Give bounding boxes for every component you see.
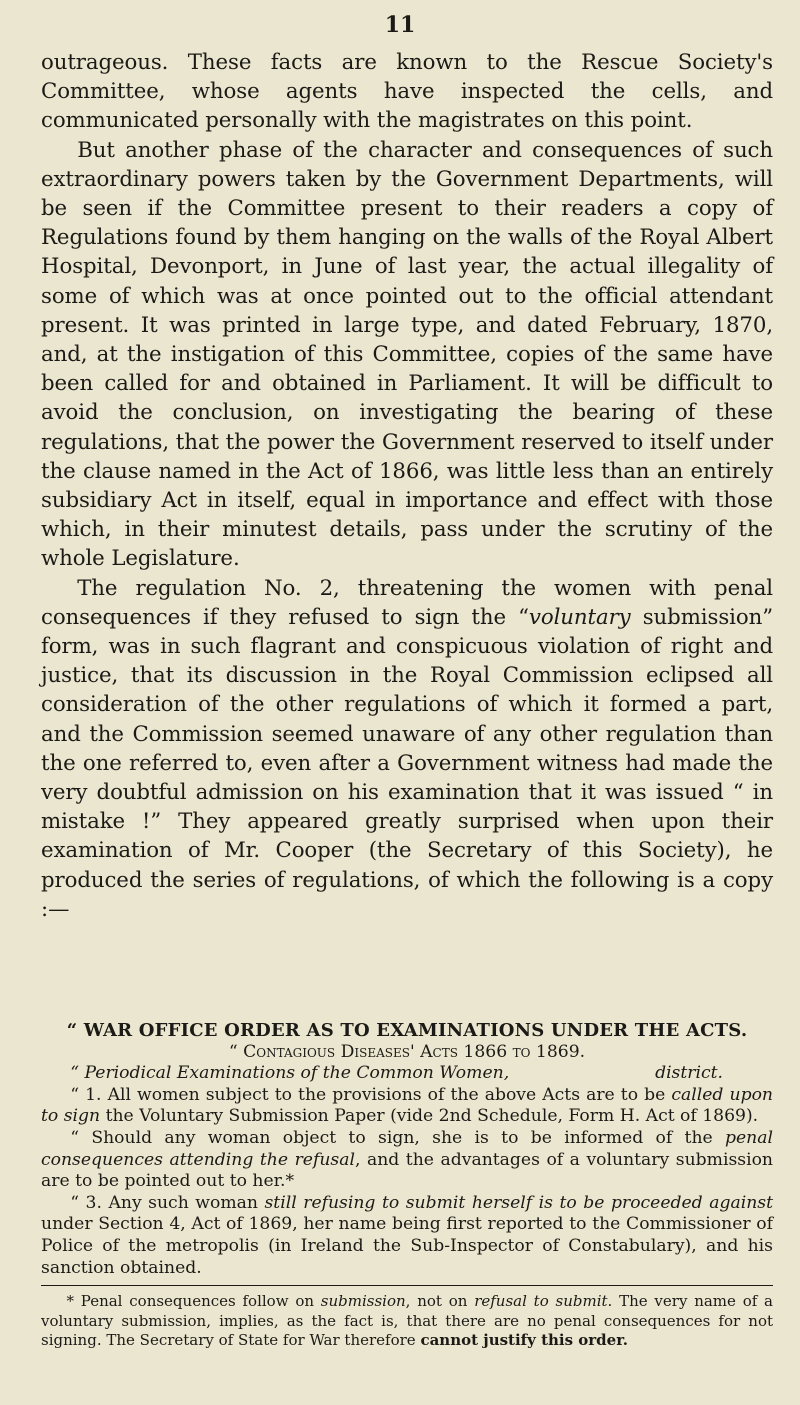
order-rule-3-start: “ 3. Any such woman (70, 1192, 265, 1213)
order-rule-2 (41, 1128, 773, 1193)
paragraph-2 (41, 574, 773, 924)
order-rule-1-emphasis: called upon to sign (41, 1084, 773, 1127)
main-text (41, 48, 773, 924)
page-number: 11 (384, 12, 416, 38)
paragraph-2-end: submission” form, was in such flagrant and conspicuous violation of right and justice, that its discussion in the Royal Commission eclipsed all consideration of the other regulations of which it formed a part, and the Commission seemed unaware of any other regulation than the one referred to, even after a Government witness had made the very doubtful admission on his examination that it was issued “ in mistake !” They appeared greatly surprised when upon their examination of Mr. Cooper (the Secretary of this Society), he produced the series of regulations, of which the following is a copy :— (41, 604, 774, 922)
order-rule-1-start: “ 1. All women subject to the provisions of the above Acts are to be (70, 1084, 672, 1105)
order-heading: “ WAR OFFICE ORDER AS TO EXAMINATIONS UNDER THE ACTS. (66, 1020, 748, 1041)
footnote (41, 1292, 773, 1351)
order-district-label: district. (655, 1063, 723, 1084)
footnote-text (41, 1292, 773, 1351)
order-rule-2-emphasis: penal consequences attending the refusal (41, 1127, 773, 1170)
footnote-divider (41, 1285, 773, 1286)
order-subheading: “ Contagious Diseases' Acts 1866 to 1869. (228, 1041, 586, 1062)
footnote-conclusion: cannot justify this order. (420, 1331, 628, 1349)
order-rule-2-end: , and the advantages of a voluntary submission are to be pointed out to her.* (41, 1149, 773, 1192)
order-rule-3-emphasis: still refusing to submit herself is to be proceeded against (264, 1192, 773, 1213)
order-periodical-label: “ Periodical Examinations of the Common Women, (70, 1063, 510, 1084)
footnote-emphasis-submission: submission (320, 1292, 406, 1310)
order-rule-3 (41, 1193, 773, 1279)
order-periodical-line (41, 1063, 773, 1085)
emphasis-voluntary: voluntary (528, 604, 631, 630)
footnote-emphasis-refusal: refusal to submit (474, 1292, 608, 1310)
war-office-order (41, 1020, 773, 1279)
footnote-mid-2: . The very name of a voluntary submission, implies, as the fact is, that there are no penal consequences for not signing. The Secretary of State for War therefore (41, 1292, 773, 1349)
footnote-start: * Penal consequences follow on (66, 1292, 321, 1310)
order-rule-1 (41, 1085, 773, 1128)
paragraph-1 (41, 48, 773, 136)
order-rule-1-end: the Voluntary Submission Paper (vide 2nd Schedule, Form H. Act of 1869). (100, 1106, 759, 1127)
order-rule-3-end: under Section 4, Act of 1869, her name being first reported to the Commissioner of Police of the metropolis (in Ireland the Sub-Inspector of Constabulary), and his sanction obtained. (41, 1214, 773, 1278)
paragraph-2-start: The regulation No. 2, threatening the women with penal consequences if they refused to sign the “ (41, 575, 773, 630)
order-rule-2-start: “ Should any woman object to sign, she is to be informed of the (70, 1127, 725, 1148)
paragraph-1-continued: But another phase of the character and consequences of such extraordinary powers taken by the Government Departments, will be seen if the Committee present to their readers a copy of Regulations found by them hanging on the walls of the Royal Albert Hospital, Devonport, in June of last year, the actual illegality of some of which was at once pointed out to the official attendant present. It was printed in large type, and dated February, 1870, and, at the instigation of this Committee, copies of the same have been called for and obtained in Parliament. It will be difficult to avoid the conclusion, on investigating the bearing of these regulations, that the power the Government reserved to itself under the clause named in the Act of 1866, was little less than an entirely subsidiary Act in itself, equal in importance and effect with those which, in their minutest details, pass under the scrutiny of the whole Legislature. (41, 137, 773, 572)
footnote-mid-1: , not on (405, 1292, 475, 1310)
paragraph-1-opening: outrageous. These facts are known to the Rescue Society's Committee, whose agents have inspected the cells, and communicated personally with the magistrates on this point. (41, 50, 773, 134)
